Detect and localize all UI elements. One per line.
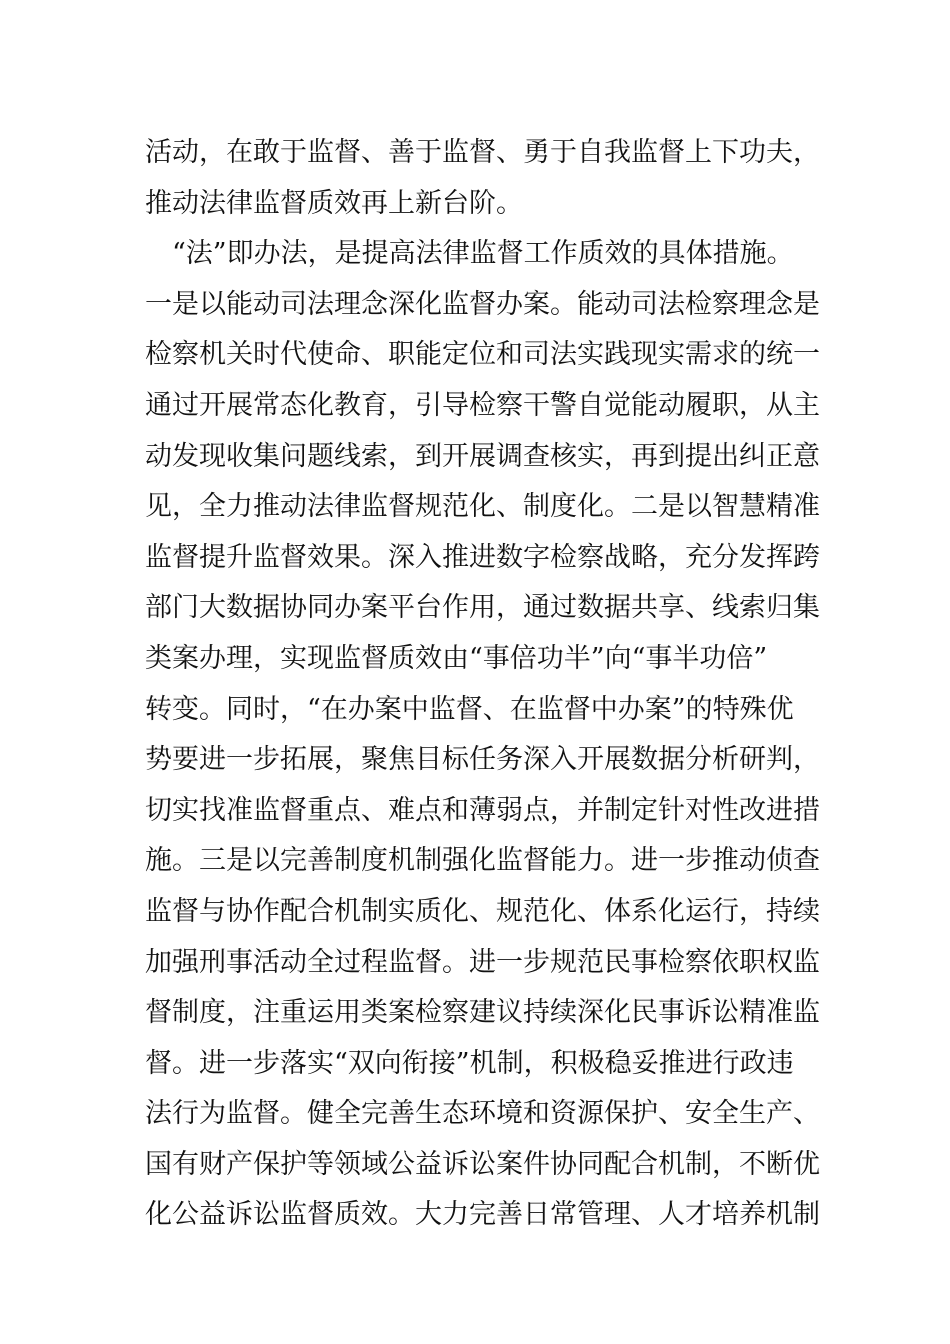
text-line: 督。进一步落实“双向衔接”机制，积极稳妥推进行政违 — [145, 1047, 794, 1079]
text-line: 见，全力推动法律监督规范化、制度化。二是以智慧精准 — [145, 491, 820, 523]
text-line: 国有财产保护等领域公益诉讼案件协同配合机制，不断优 — [145, 1148, 820, 1180]
text-line: 通过开展常态化教育，引导检察干警自觉能动履职，从主 — [145, 389, 820, 421]
text-line: 监督提升监督效果。深入推进数字检察战略，充分发挥跨 — [145, 541, 820, 573]
text-line: 施。三是以完善制度机制强化监督能力。进一步推动侦查 — [145, 845, 820, 877]
text-line: 部门大数据协同办案平台作用，通过数据共享、线索归集 — [145, 592, 820, 624]
text-line: 加强刑事活动全过程监督。进一步规范民事检察依职权监 — [145, 946, 820, 978]
text-line: 推动法律监督质效再上新台阶。 — [145, 187, 523, 219]
body-text — [145, 128, 820, 1241]
text-line: 一是以能动司法理念深化监督办案。能动司法检察理念是 — [145, 288, 820, 320]
text-line: 督制度，注重运用类案检察建议持续深化民事诉讼精准监 — [145, 997, 820, 1029]
text-line: 转变。同时，“在办案中监督、在监督中办案”的特殊优 — [145, 693, 794, 725]
text-line: 法行为监督。健全完善生态环境和资源保护、安全生产、 — [145, 1098, 820, 1130]
text-line: 活动，在敢于监督、善于监督、勇于自我监督上下功夫， — [145, 137, 820, 168]
text-line: 监督与协作配合机制实质化、规范化、体系化运行，持续 — [145, 895, 820, 927]
text-line: 切实找准监督重点、难点和薄弱点，并制定针对性改进措 — [145, 794, 820, 826]
text-line: “法”即办法，是提高法律监督工作质效的具体措施。 — [145, 238, 794, 270]
text-line: 动发现收集问题线索，到开展调查核实，再到提出纠正意 — [145, 440, 820, 472]
text-line: 化公益诉讼监督质效。大力完善日常管理、人才培养机制 — [145, 1199, 820, 1231]
text-line: 检察机关时代使命、职能定位和司法实践现实需求的统一 — [145, 339, 820, 371]
text-line: 势要进一步拓展，聚焦目标任务深入开展数据分析研判， — [145, 744, 820, 776]
text-line: 类案办理，实现监督质效由“事倍功半”向“事半功倍” — [145, 642, 768, 674]
